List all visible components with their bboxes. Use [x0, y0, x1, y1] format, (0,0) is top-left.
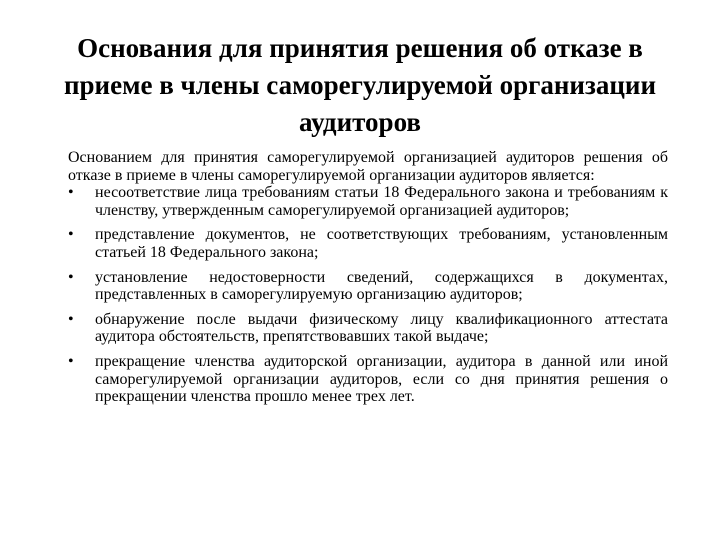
bullet-text: прекращение членства аудиторской организации, аудитора в данной или иной саморегулируемой организации аудиторов, если со дня принятия решения о прекращении членства прошло менее трех лет.: [95, 352, 668, 406]
bullet-icon: •: [68, 226, 74, 244]
bullet-text: несоответствие лица требованиям статьи 18 Федерального закона и требованиям к членству, утвержденным саморегулируемой организацией аудиторов;: [95, 184, 668, 219]
bullet-icon: •: [68, 310, 74, 328]
bullet-item: [68, 311, 668, 346]
bullet-item: [68, 269, 668, 304]
bullet-icon: •: [68, 184, 74, 202]
bullet-item: [68, 353, 668, 406]
bullet-text: представление документов, не соответствующих требованиям, установленным статьей 18 Федерального закона;: [95, 226, 668, 261]
slide-title: Основания для принятия решения об отказе в приеме в члены саморегулируемой организации аудиторов: [63, 33, 657, 137]
bullet-icon: •: [68, 352, 74, 370]
bullet-icon: •: [68, 268, 74, 286]
bullet-text: обнаружение после выдачи физическому лицу квалификационного аттестата аудитора обстоятельств, препятствовавших такой выдаче;: [95, 310, 668, 346]
bullet-item: [68, 184, 668, 219]
bullet-text: установление недостоверности сведений, содержащихся в документах, представленных в саморегулируемую организацию аудиторов;: [95, 268, 668, 304]
bullet-item: [68, 226, 668, 261]
slide-body: [68, 149, 668, 406]
intro-paragraph: Основанием для принятия саморегулируемой организацией аудиторов решения об отказе в приеме в члены саморегулируемой организации аудиторов является:: [68, 149, 668, 184]
bullet-list: [68, 184, 668, 406]
